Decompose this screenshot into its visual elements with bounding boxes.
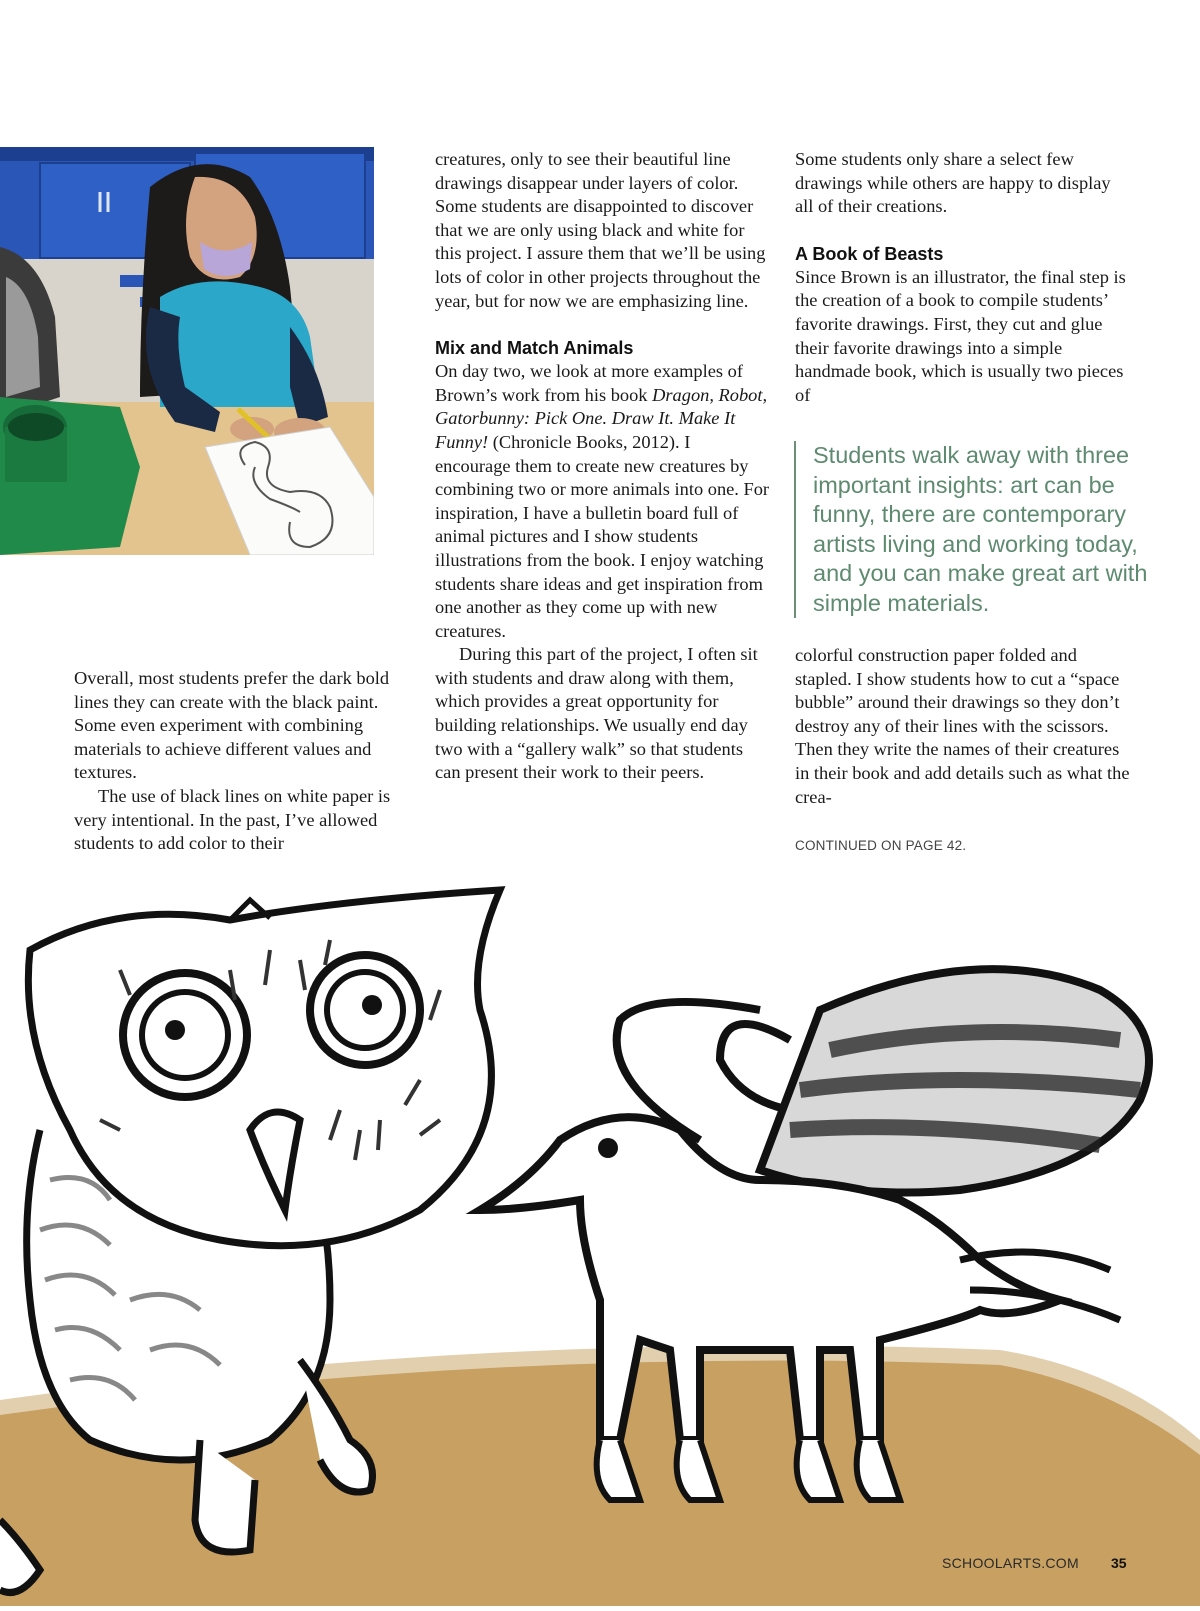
continued-note: CONTINUED ON PAGE 42.: [795, 838, 967, 853]
column-1: [74, 667, 409, 856]
paragraph: Some students only share a select few drawings while others are happy to display all of their creations.: [795, 149, 1111, 217]
column-2: [435, 148, 770, 785]
book-title: Dragon, Robot, Gatorbunny: Pick One. Draw It. Make It Funny!: [435, 384, 768, 452]
paragraph: The use of black lines on white paper is very intentional. In the past, I’ve allowed students to add color to their: [74, 785, 391, 854]
page-number: 35: [1111, 1555, 1127, 1571]
paragraph: [435, 360, 770, 643]
pull-quote: Students walk away with three important insights: art can be funny, there are contemporary artists living and working today, and you can make great art with simple materials.: [794, 441, 1153, 618]
paragraph: creatures, only to see their beautiful line drawings disappear under layers of color. Some students are disappointed to discover that we are only using black and white for this project. I assure them that we’ll be using lots of color in other projects throughout the year, but for now we are emphasizing line.: [435, 149, 766, 311]
section-heading: A Book of Beasts: [795, 243, 944, 264]
paragraph: Since Brown is an illustrator, the final step is the creation of a book to compile students’ favorite drawings. First, they cut and glue their favorite drawings into a simple handmade book, which is usually two pieces of: [795, 266, 1126, 405]
paragraph: colorful construction paper folded and stapled. I show students how to cut a “space bubble” around their drawings so they don’t destroy any of their lines with the scissors. Then they write the names of their creatures in their book and add details such as what the crea-: [795, 645, 1130, 807]
paragraph: Overall, most students prefer the dark bold lines they can create with the black paint. Some even experiment with combining materials to achieve different values and textures.: [74, 668, 390, 783]
text-span: On day two, we look at more examples of Brown’s work from his book: [435, 361, 743, 405]
illustration-drawing: [0, 880, 1200, 1606]
footer-website: SCHOOLARTS.COM: [942, 1555, 1079, 1571]
section-heading: Mix and Match Animals: [435, 338, 634, 359]
photo-scene: [0, 147, 374, 555]
column-3-top: [795, 148, 1130, 407]
student-drawing-photo: [0, 147, 374, 555]
column-3-bottom: [795, 644, 1130, 809]
paragraph: During this part of the project, I often sit with students and draw along with them, which provides a great opportunity for building relationships. We usually end day two with a “gallery walk” so that students can present their work to their peers.: [435, 644, 758, 783]
creature-illustration: [0, 880, 1200, 1606]
text-span: (Chronicle Books, 2012). I encourage them to create new creatures by combining two or more animals into one. For inspiration, I have a bulletin board full of animal pictures and I show students illustrations from the book. I enjoy watching students share ideas and get inspiration from one another as they come up with new creatures.: [435, 431, 770, 641]
